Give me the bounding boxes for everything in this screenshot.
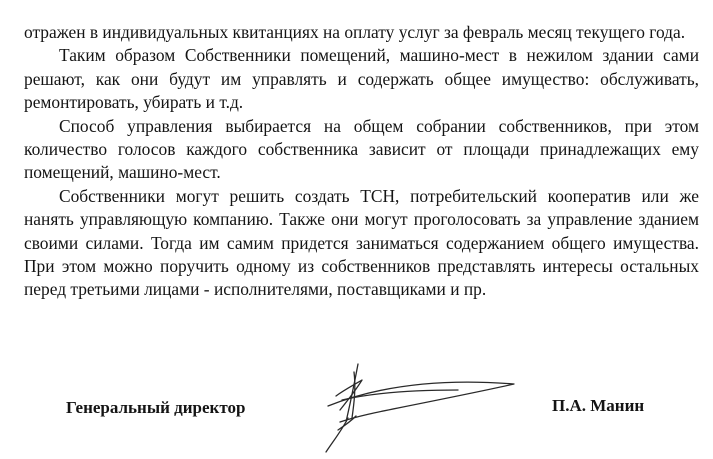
signatory-position: Генеральный директор bbox=[66, 398, 246, 417]
paragraph-3: Способ управления выбирается на общем собрании собственников, при этом количество голосов каждого собственника зависит от площади принадлежащих ему помещений, машино-мест. bbox=[24, 115, 699, 183]
paragraph-2: Таким образом Собственники помещений, машино-мест в нежилом здании сами решают, как они будут им управлять и содержать общее имущество: обслуживать, ремонтировать, убирать и т.д. bbox=[24, 45, 699, 113]
document-body bbox=[24, 21, 699, 302]
paragraph-4: Собственники могут решить создать ТСН, потребительский кооператив или же нанять управляющую компанию. Также они могут проголосовать за управление зданием своими силами. Тогда им самим придется заниматься содержанием общего имущества. При этом можно поручить одному из собственников представлять интересы остальных перед третьими лицами - исполнителями, поставщиками и пр. bbox=[24, 185, 699, 300]
paragraph-1: отражен в индивидуальных квитанциях на оплату услуг за февраль месяц текущего года. bbox=[24, 22, 686, 42]
signatory-name: П.А. Манин bbox=[552, 396, 645, 415]
signature-block bbox=[0, 360, 713, 459]
handwritten-signature bbox=[318, 360, 528, 459]
